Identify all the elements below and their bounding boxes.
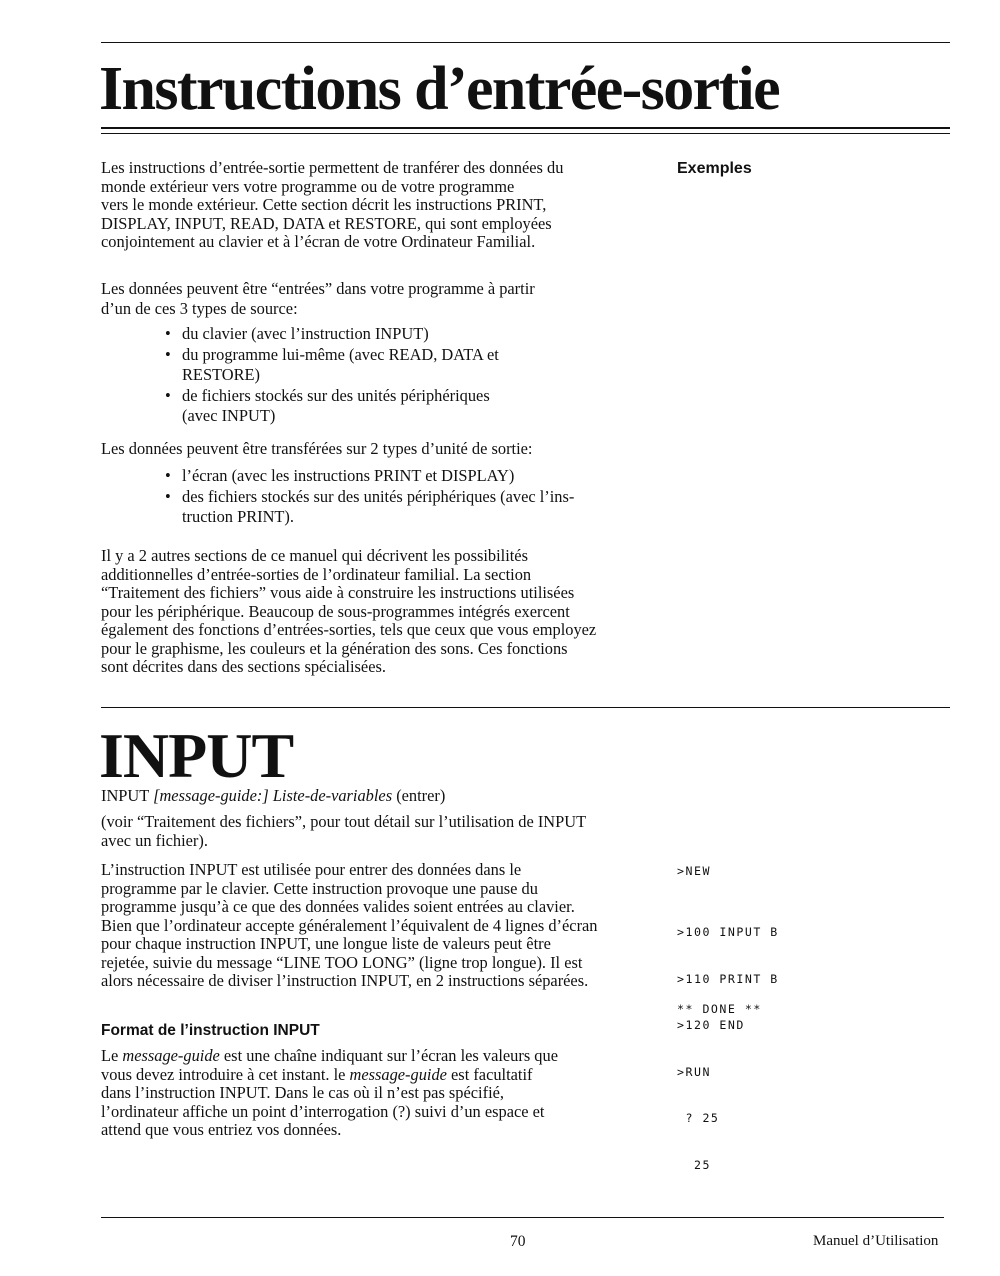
text-line: programme par le clavier. Cette instruction provoque une pause du <box>101 878 538 898</box>
text-line: programme jusqu’à ce que des données valides soient entrées au clavier. <box>101 897 575 916</box>
text-line: pour chaque instruction INPUT, une longue liste de valeurs peut être <box>101 934 551 953</box>
title-underline-thick <box>101 127 950 129</box>
text-line: Les instructions d’entrée-sortie permettent de tranférer des données du <box>101 158 564 177</box>
text-line: Les données peuvent être transférées sur 2 types d’unité de sortie: <box>101 439 533 458</box>
text-line: dans l’instruction INPUT. Dans le cas où il n’est pas spécifié, <box>101 1083 504 1102</box>
list-item: • du programme lui-même (avec READ, DATA et RESTORE) <box>165 344 499 384</box>
list-item: • du clavier (avec l’instruction INPUT) <box>165 324 429 343</box>
text-line: l’ordinateur affiche un point d’interrogation (?) suivi d’un espace et <box>101 1101 545 1121</box>
text-line: Les données peuvent être “entrées” dans votre programme à partir <box>101 279 535 298</box>
code-line: ? 25 <box>677 1111 720 1125</box>
manual-name: Manuel d’Utilisation <box>813 1233 939 1249</box>
format-paragraph <box>101 1047 661 1140</box>
sources-list <box>165 324 652 427</box>
text-line: “Traitement des fichiers” vous aide à construire les instructions utilisées <box>101 583 575 602</box>
text-line: Il y a 2 autres sections de ce manuel qui décrivent les possibilités <box>101 546 528 565</box>
input-title: INPUT <box>99 720 294 791</box>
text-line: rejetée, suivie du message “LINE TOO LONG” (ligne trop longue). Il est <box>101 952 583 972</box>
text-line: L’instruction INPUT est utilisée pour entrer des données dans le <box>101 860 522 879</box>
section-divider <box>101 707 950 708</box>
sources-paragraph <box>101 279 661 319</box>
intro-paragraph <box>101 159 661 252</box>
outputs-list <box>165 466 652 528</box>
text-line: avec un fichier). <box>101 830 208 850</box>
text-line: alors nécessaire de diviser l’instruction INPUT, en 2 instructions séparées. <box>101 971 589 990</box>
text-line: également des fonctions d’entrées-sorties, tels que ceux que vous employez <box>101 620 597 639</box>
text-line: pour le graphisme, les couleurs et la génération des sons. Ces fonctions <box>101 638 568 658</box>
title-underline-thin <box>101 133 950 134</box>
syntax-line: INPUT [message-guide:] Liste-de-variables (entrer) <box>101 786 446 805</box>
code-line: >120 END <box>677 1018 745 1032</box>
footer-rule <box>101 1217 944 1218</box>
see-also-paragraph <box>101 813 661 850</box>
text-line: sont décrites dans des sections spécialisées. <box>101 657 386 676</box>
text-line: conjointement au clavier et à l’écran de votre Ordinateur Familial. <box>101 232 536 251</box>
section-title: Instructions d’entrée-sortie <box>99 55 780 123</box>
code-line: 25 <box>677 1157 711 1172</box>
text-line: additionnelles d’entrée-sorties de l’ordinateur familial. La section <box>101 564 532 584</box>
code-line: >100 INPUT B <box>677 925 779 939</box>
closing-paragraph <box>101 547 661 677</box>
format-heading: Format de l’instruction INPUT <box>101 1022 320 1039</box>
text-line: vers le monde extérieur. Cette section décrit les instructions PRINT, <box>101 195 547 214</box>
code-line: >110 PRINT B <box>677 971 779 986</box>
outputs-lead <box>101 440 661 459</box>
text-line: Bien que l’ordinateur accepte généralement l’équivalent de 4 lignes d’écran <box>101 915 598 935</box>
text-line: monde extérieur vers votre programme ou de votre programme <box>101 176 515 196</box>
code-line: >RUN <box>677 1064 711 1079</box>
page-number: 70 <box>510 1233 526 1250</box>
list-item: • l’écran (avec les instructions PRINT et DISPLAY) <box>165 466 515 485</box>
text-line: vous devez introduire à cet instant. le message-guide est facultatif <box>101 1064 533 1084</box>
description-paragraph <box>101 861 661 991</box>
code-listing <box>677 894 779 1189</box>
list-item: • de fichiers stockés sur des unités périphériques (avec INPUT) <box>165 385 490 425</box>
text-line: pour les périphérique. Beaucoup de sous-programmes intégrés exercent <box>101 601 570 621</box>
code-done-message: ** DONE ** <box>677 1002 762 1016</box>
top-rule <box>101 42 950 43</box>
list-item: • des fichiers stockés sur des unités périphériques (avec l’ins- truction PRINT). <box>165 486 575 526</box>
code-new-command: >NEW <box>677 864 711 878</box>
text-line: attend que vous entriez vos données. <box>101 1120 342 1139</box>
text-line: d’un de ces 3 types de source: <box>101 299 298 318</box>
text-line: Le message-guide est une chaîne indiquant sur l’écran les valeurs que <box>101 1046 558 1065</box>
text-line: DISPLAY, INPUT, READ, DATA et RESTORE, qui sont employées <box>101 213 552 233</box>
text-line: (voir “Traitement des fichiers”, pour tout détail sur l’utilisation de INPUT <box>101 812 587 831</box>
examples-label: Exemples <box>677 160 752 177</box>
